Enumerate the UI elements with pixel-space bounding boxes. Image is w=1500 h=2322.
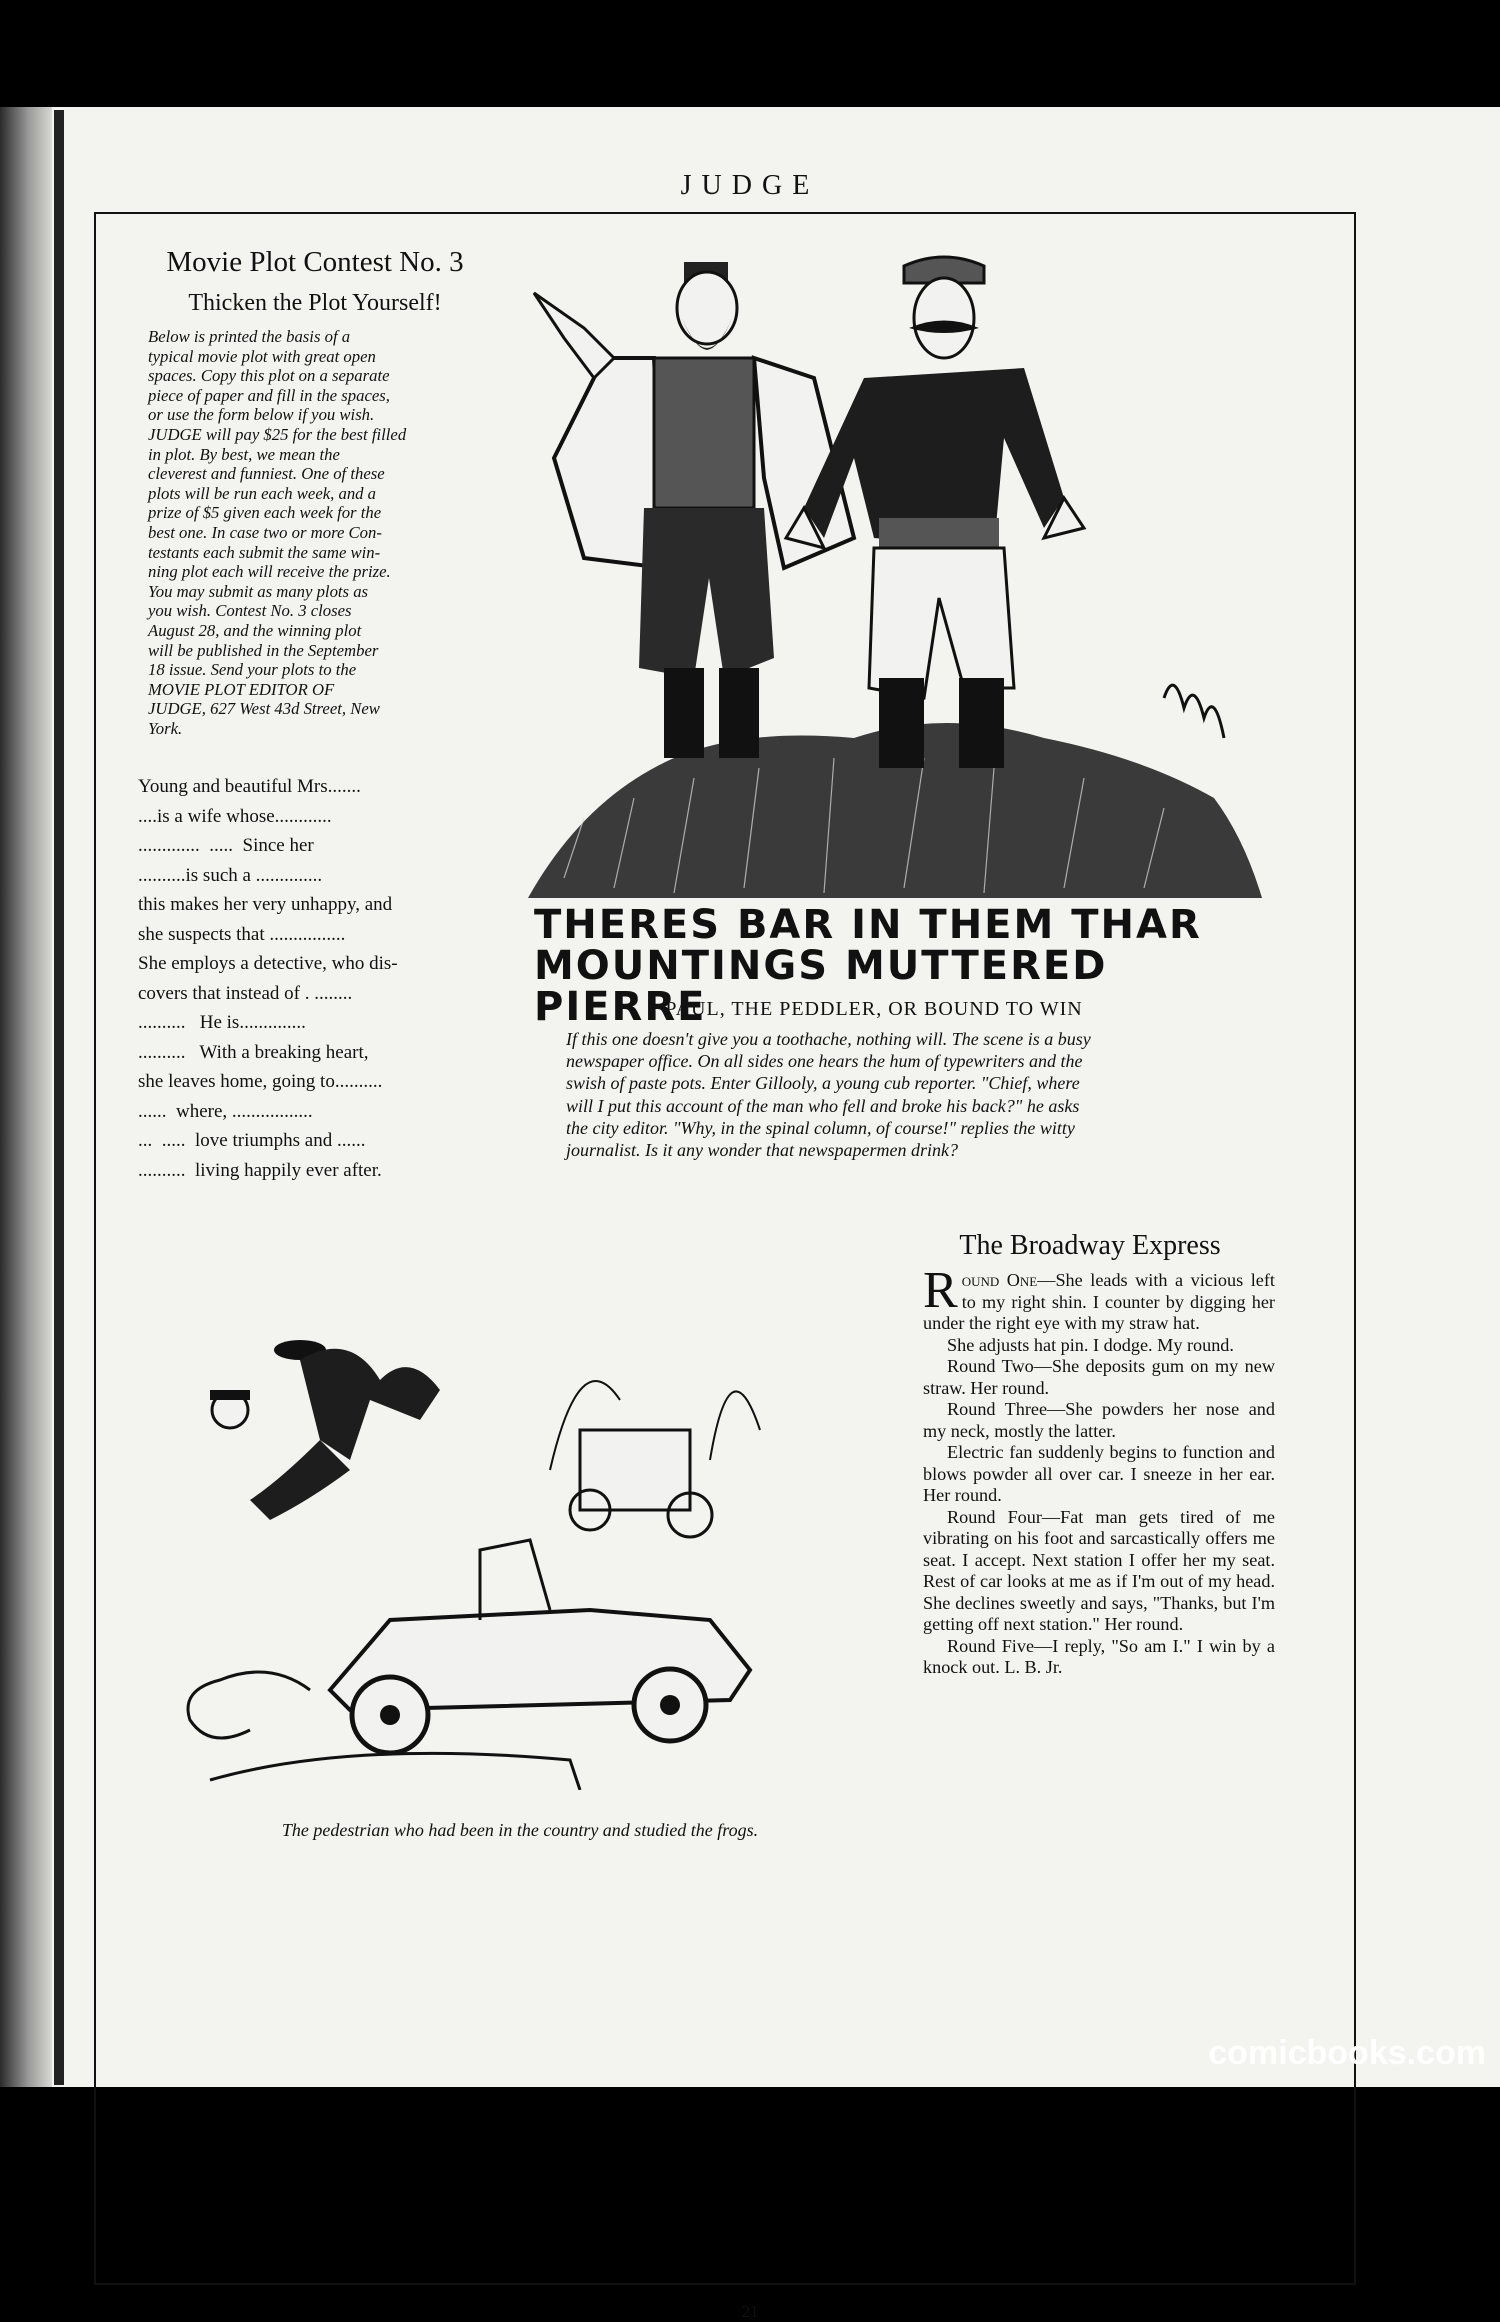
article-title: PAUL, THE PEDDLER, OR BOUND TO WIN: [665, 998, 1083, 1020]
rules-line: you wish. Contest No. 3 closes: [148, 601, 352, 621]
rules-line: MOVIE PLOT EDITOR OF: [148, 679, 335, 699]
plot-line: she suspects that ................: [138, 923, 346, 945]
broadway-express-first-paragraph: [923, 1262, 1275, 1335]
article-line: newspaper office. On all sides one hears the hum of typewriters and the: [566, 1051, 1083, 1072]
roadster-car: [330, 1540, 750, 1753]
exhaust-smoke: [188, 1672, 310, 1738]
movie-plot-title: Movie Plot Contest No. 3: [166, 246, 464, 278]
broadway-express-body: [923, 1262, 1275, 1679]
movie-plot-subtitle: Thicken the Plot Yourself!: [188, 290, 442, 316]
plot-line: .......... living happily ever after.: [138, 1159, 382, 1181]
frog-cartoon-caption: The pedestrian who had been in the country and studied the frogs.: [281, 1820, 759, 1840]
page-edge-strip: [54, 110, 64, 2085]
rules-line: 18 issue. Send your plots to the: [148, 660, 357, 680]
rules-line: will be published in the September: [148, 640, 379, 660]
rules-line: JUDGE, 627 West 43d Street, New: [148, 699, 380, 719]
plot-line: she leaves home, going to..........: [138, 1071, 383, 1092]
road-edge: [210, 1753, 580, 1790]
broadway-express-title: The Broadway Express: [959, 1230, 1221, 1261]
rules-line: JUDGE will pay $25 for the best filled: [148, 424, 407, 444]
broadway-express-paragraph: Electric fan suddenly begins to function and blows powder all over car. I sneeze in her ear. Her round.: [923, 1442, 1275, 1505]
rules-line: prize of $5 given each week for the: [148, 503, 382, 523]
plot-line: ... ..... love triumphs and ......: [138, 1130, 366, 1151]
rules-line: spaces. Copy this plot on a separate: [148, 366, 390, 386]
article-line: the city editor. "Why, in the spinal column, of course!" replies the witty: [566, 1117, 1075, 1138]
cartoon-caption-line-1: THERES BAR IN THEM THAR: [534, 902, 1202, 948]
plot-line: covers that instead of . ........: [138, 982, 353, 1004]
leaping-pedestrian: [210, 1340, 440, 1520]
book-gutter: [0, 107, 52, 2087]
frog-cartoon: [150, 1320, 890, 1790]
rules-line: piece of paper and fill in the spaces,: [148, 385, 390, 405]
rules-line: ning plot each will receive the prize.: [148, 562, 391, 582]
cartoon-caption-line-2: MOUNTINGS MUTTERED PIERRE: [534, 943, 1108, 1030]
rules-line: testants each submit the same win-: [148, 542, 381, 562]
article-line: will I put this account of the man who fell and broke his back?" he asks: [566, 1095, 1080, 1116]
plot-line: ...... where, .................: [138, 1100, 313, 1122]
masthead: JUDGE: [680, 170, 820, 201]
broadway-express-paragraph: Round Four—Fat man gets tired of me vibrating on his foot and sarcastically offers me seat. I accept. Next station I offer her my seat. Rest of car looks at me as if I'm out of my head. She declines sweetly and says, "Thanks, but I'm getting off next station." Her round.: [923, 1506, 1275, 1634]
article-body: [566, 1028, 1238, 1161]
rules-line: Below is printed the basis of a: [148, 327, 351, 346]
plot-line: this makes her very unhappy, and: [138, 894, 393, 915]
mustached-figure: [786, 257, 1084, 768]
plot-line: .......... He is..............: [138, 1012, 306, 1033]
round-one-text: —She leads with a vicious left to my right shin. I counter by digging her under the right eye with my straw hat.: [923, 1270, 1275, 1333]
rules-line: typical movie plot with great open: [148, 346, 376, 366]
rules-line: August 28, and the winning plot: [148, 620, 362, 640]
broadway-express-paragraph: Round Three—She powders her nose and my neck, mostly the latter.: [923, 1399, 1275, 1441]
article-line: If this one doesn't give you a toothache, nothing will. The scene is a busy: [566, 1029, 1091, 1049]
watermark: comicbooks.com: [1208, 2034, 1486, 2072]
rules-line: in plot. By best, we mean the: [148, 444, 340, 464]
rules-line: You may submit as many plots as: [148, 581, 369, 601]
round-one-label: ound One: [961, 1270, 1038, 1290]
rules-line: plots will be run each week, and a: [148, 483, 377, 503]
article-line: journalist. Is it any wonder that newspapermen drink?: [566, 1140, 958, 1161]
plot-line: ....is a wife whose............: [138, 805, 332, 827]
plot-line: ............. ..... Since her: [138, 835, 314, 856]
plot-line: .......... With a breaking heart,: [138, 1041, 369, 1063]
rules-line: cleverest and funniest. One of these: [148, 464, 385, 484]
rules-line: best one. In case two or more Con-: [148, 522, 382, 542]
plot-line: ..........is such a ..............: [138, 864, 323, 886]
broadway-express-paragraph: She adjusts hat pin. I dodge. My round.: [947, 1334, 1234, 1355]
plot-line: She employs a detective, who dis-: [138, 953, 398, 974]
pierre-cartoon: [524, 238, 1264, 906]
rules-line: York.: [148, 718, 183, 738]
artist-signature: [1164, 685, 1224, 738]
plot-line: Young and beautiful Mrs.......: [138, 776, 361, 797]
rules-line: or use the form below if you wish.: [148, 405, 375, 425]
drop-cap: R: [923, 1262, 958, 1319]
page-number: 21: [741, 2302, 759, 2321]
movie-plot-rules: [148, 327, 460, 738]
article-line: swish of paste pots. Enter Gillooly, a young cub reporter. "Chief, where: [566, 1073, 1080, 1094]
background-car: [570, 1430, 712, 1537]
broadway-express-paragraph: Round Five—I reply, "So am I." I win by a knock out. L. B. Jr.: [923, 1635, 1275, 1677]
broadway-express-paragraph: Round Two—She deposits gum on my new straw. Her round.: [923, 1356, 1275, 1398]
broadway-express-paragraphs: [923, 1335, 1275, 1679]
movie-plot-form: [138, 772, 490, 1185]
